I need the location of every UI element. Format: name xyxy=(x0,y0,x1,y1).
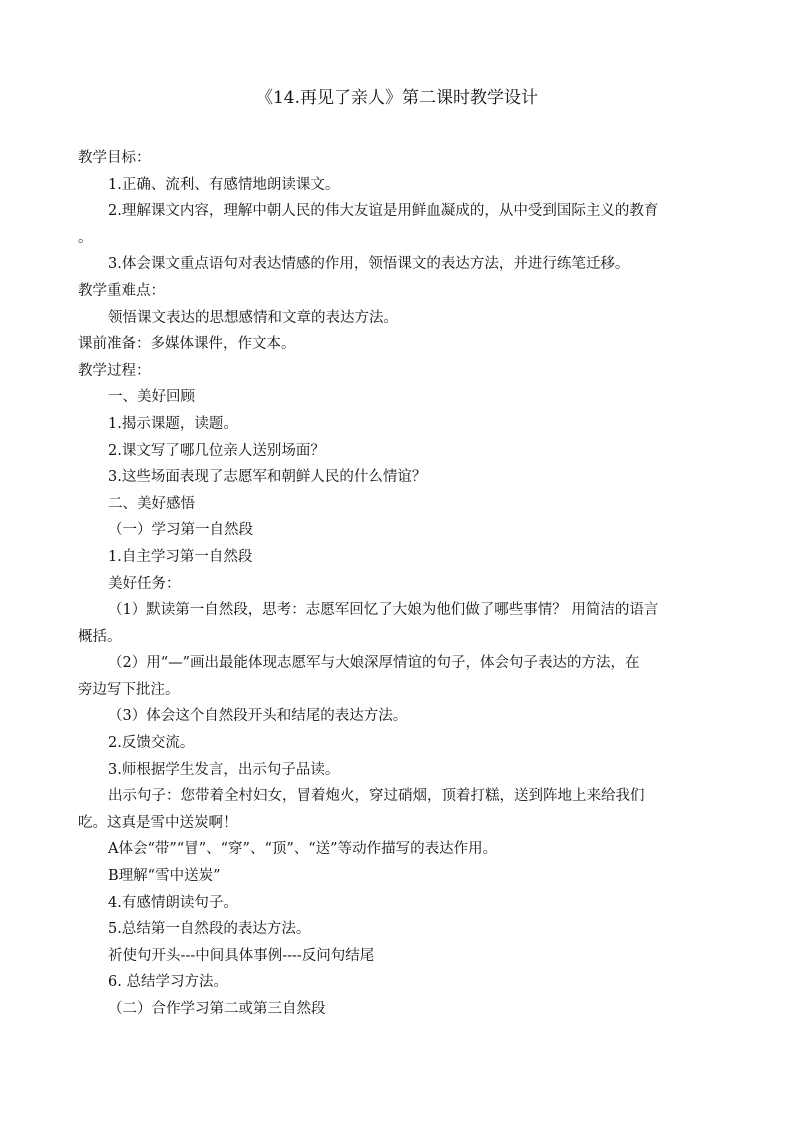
text-line: 教学目标： xyxy=(78,150,151,166)
text-line: 课前准备：多媒体课件，作文本。 xyxy=(78,336,296,353)
text-line: 二、美好感悟 xyxy=(108,495,195,512)
text-line: 教学过程： xyxy=(78,362,151,379)
text-line: 出示句子：您带着全村妇女，冒着炮火，穿过硝烟，顶着打糕，送到阵地上来给我们 xyxy=(108,788,645,805)
text-line: 3.体会课文重点语句对表达情感的作用，领悟课文的表达方法，并进行练笔迁移。 xyxy=(108,256,630,273)
document-title: 《14.再见了亲人》第二课时教学设计 xyxy=(255,88,539,108)
text-line: （1）默读第一自然段，思考：志愿军回忆了大娘为他们做了哪些事情？ 用简洁的语言 xyxy=(108,602,659,619)
text-line: 美好任务： xyxy=(108,575,181,592)
text-line: 6. 总结学习方法。 xyxy=(108,974,228,991)
text-line: 2.理解课文内容，理解中朝人民的伟大友谊是用鲜血凝成的，从中受到国际主义的教育 xyxy=(108,203,659,220)
text-line: 概括。 xyxy=(78,628,122,645)
text-line: 1.正确、流利、有感情地朗读课文。 xyxy=(108,176,340,193)
document-body xyxy=(78,145,718,1023)
text-line: 4.有感情朗读句子。 xyxy=(108,894,238,911)
text-line: 祈使句开头---中间具体事例----反问句结尾 xyxy=(108,947,375,964)
text-line: B理解“雪中送炭” xyxy=(108,868,221,885)
text-line: A体会“带”“冒”、“穿”、“顶”、“送”等动作描写的表达作用。 xyxy=(108,841,498,858)
text-line: 3.师根据学生发言，出示句子品读。 xyxy=(108,761,340,778)
text-line: 1.揭示课题，读题。 xyxy=(108,415,238,432)
text-line: 3.这些场面表现了志愿军和朝鲜人民的什么情谊？ xyxy=(108,469,427,486)
text-line: 旁边写下批注。 xyxy=(78,681,180,698)
text-line: 。 xyxy=(78,229,93,246)
text-line: （3）体会这个自然段开头和结尾的表达方法。 xyxy=(108,708,408,725)
text-line: 5.总结第一自然段的表达方法。 xyxy=(108,921,311,938)
text-line: （二）合作学习第二或第三自然段 xyxy=(108,1001,326,1017)
text-line: 吃。这真是雪中送炭啊！ xyxy=(78,814,238,831)
text-line: 教学重难点： xyxy=(78,282,165,299)
text-line: 领悟课文表达的思想感情和文章的表达方法。 xyxy=(108,309,398,326)
text-line: 2.反馈交流。 xyxy=(108,735,195,752)
text-line: （一）学习第一自然段 xyxy=(108,522,253,539)
text-line: 2.课文写了哪几位亲人送别场面？ xyxy=(108,442,325,459)
text-line: （2）用“—”画出最能体现志愿军与大娘深厚情谊的句子，体会句子表达的方法，在 xyxy=(108,655,640,672)
text-line: 1.自主学习第一自然段 xyxy=(108,548,253,565)
text-line: 一、美好回顾 xyxy=(108,389,195,406)
